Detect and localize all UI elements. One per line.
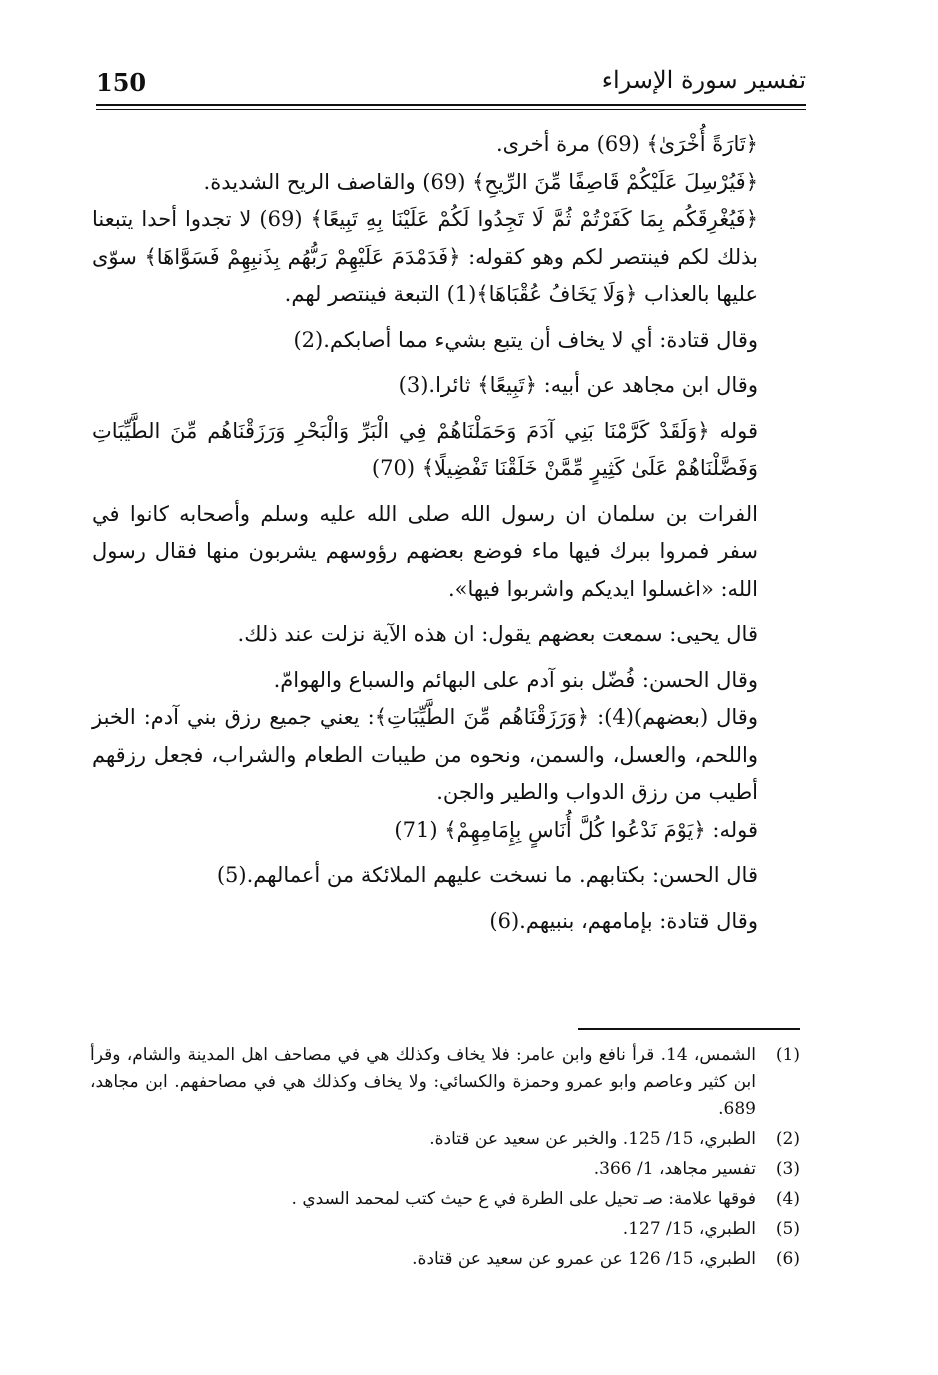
page-number: 150 <box>96 68 147 97</box>
paragraph: قال الحسن: بكتابهم. ما نسخت عليهم الملائكة من أعمالهم.(5) <box>216 863 758 887</box>
paragraph: قوله ﴿وَلَقَدْ كَرَّمْنَا بَنِي آدَمَ وَحَمَلْنَاهُمْ فِي الْبَرِّ وَالْبَحْرِ وَرَزَقْنَاهُم مِّنَ الطَّيِّبَاتِ وَفَضَّلْنَاهُمْ عَلَىٰ كَثِيرٍ مِّمَّنْ خَلَقْنَا تَفْضِيلًا﴾ (70) <box>92 418 758 480</box>
footnote-number: (2) <box>775 1129 800 1149</box>
main-text <box>92 126 808 940</box>
footnote-number: (5) <box>775 1219 800 1239</box>
paragraph: قال يحيى: سمعت بعضهم يقول: ان هذه الآية نزلت عند ذلك. <box>237 622 758 646</box>
header-rule-thin <box>96 109 806 110</box>
footnote-number: (1) <box>775 1045 800 1065</box>
footnote-text: الطبري، 15/ 127. <box>622 1219 756 1239</box>
footnote-text: الطبري، 15/ 126 عن عمرو عن سعيد عن قتادة. <box>412 1249 756 1269</box>
paragraph: ﴿تَارَةً أُخْرَىٰ﴾ (69) مرة أخرى. <box>495 132 758 156</box>
paragraph: الفرات بن سلمان ان رسول الله صلى الله عليه وسلم وأصحابه كانوا في سفر فمروا ببرك فيها ماء فوضع بعضهم رؤوسهم يشربون منها فقال رسول الله: «اغسلوا ايديكم واشربوا فيها». <box>92 501 758 601</box>
running-title: تفسير سورة الإسراء <box>601 66 806 94</box>
paragraph: قوله: ﴿يَوْمَ نَدْعُوا كُلَّ أُنَاسٍ بِإِمَامِهِمْ﴾ (71) <box>394 817 758 842</box>
footnote <box>90 1246 800 1273</box>
footnote-text: الطبري، 15/ 125. والخبر عن سعيد عن قتادة. <box>429 1129 756 1149</box>
paragraph: وقال قتادة: أي لا يخاف أن يتبع بشيء مما أصابكم.(2) <box>293 327 758 352</box>
footnote-number: (3) <box>775 1159 800 1179</box>
footnotes <box>90 1042 800 1276</box>
footnote-number: (6) <box>775 1249 800 1269</box>
footnote <box>90 1126 800 1153</box>
page-header <box>96 62 806 106</box>
footnote <box>90 1156 800 1183</box>
paragraph: ﴿فَيُغْرِقَكُم بِمَا كَفَرْتُمْ ثُمَّ لَا تَجِدُوا لَكُمْ عَلَيْنَا بِهِ تَبِيعًا﴾ (69) لا تجدوا أحدا يتبعنا بذلك لكم فينتصر لكم وهو كقوله: ﴿فَدَمْدَمَ عَلَيْهِمْ رَبُّهُم بِذَنبِهِمْ فَسَوَّاهَا﴾ سوّى عليها بالعذاب ﴿وَلَا يَخَافُ عُقْبَاهَا﴾(1) التبعة فينتصر لهم. <box>92 207 759 306</box>
footnote <box>90 1042 800 1123</box>
header-rule <box>96 104 806 106</box>
footnote-text: الشمس، 14. قرأ نافع وابن عامر: فلا يخاف وكذلك هي في مصاحف اهل المدينة والشام، وقرأ ابن كثير وعاصم وابو عمرو وحمزة والكسائي: ولا يخاف وكذلك هي في مصاحفهم. ابن مجاهد، 689. <box>90 1045 756 1119</box>
footnote-text: فوقها علامة: صـ تحيل على الطرة في ع حيث كتب لمحمد السدي . <box>291 1189 756 1209</box>
paragraph: وقال (بعضهم)(4): ﴿وَرَزَقْنَاهُم مِّنَ الطَّيِّبَاتِ﴾: يعني جميع رزق بني آدم: الخبز واللحم، والعسل، والسمن، ونحوه من طيبات الطعام والشراب، فجعل رزقهم أطيب من رزق الدواب والطير والجن. <box>92 705 758 804</box>
footnote-text: تفسير مجاهد، 1/ 366. <box>593 1159 756 1179</box>
paragraph: وقال قتادة: بإمامهم، بنبيهم.(6) <box>489 908 758 933</box>
footnote <box>90 1216 800 1243</box>
footnote <box>90 1186 800 1213</box>
paragraph: وقال ابن مجاهد عن أبيه: ﴿تَبِيعًا﴾ ثائرا.(3) <box>398 373 758 397</box>
paragraph: ﴿فَيُرْسِلَ عَلَيْكُمْ قَاصِفًا مِّنَ الرِّيحِ﴾ (69) والقاصف الريح الشديدة. <box>203 169 758 194</box>
footnote-separator <box>578 1028 800 1030</box>
footnote-number: (4) <box>775 1189 800 1209</box>
paragraph: وقال الحسن: فُضّل بنو آدم على البهائم والسباع والهوامّ. <box>273 667 758 692</box>
